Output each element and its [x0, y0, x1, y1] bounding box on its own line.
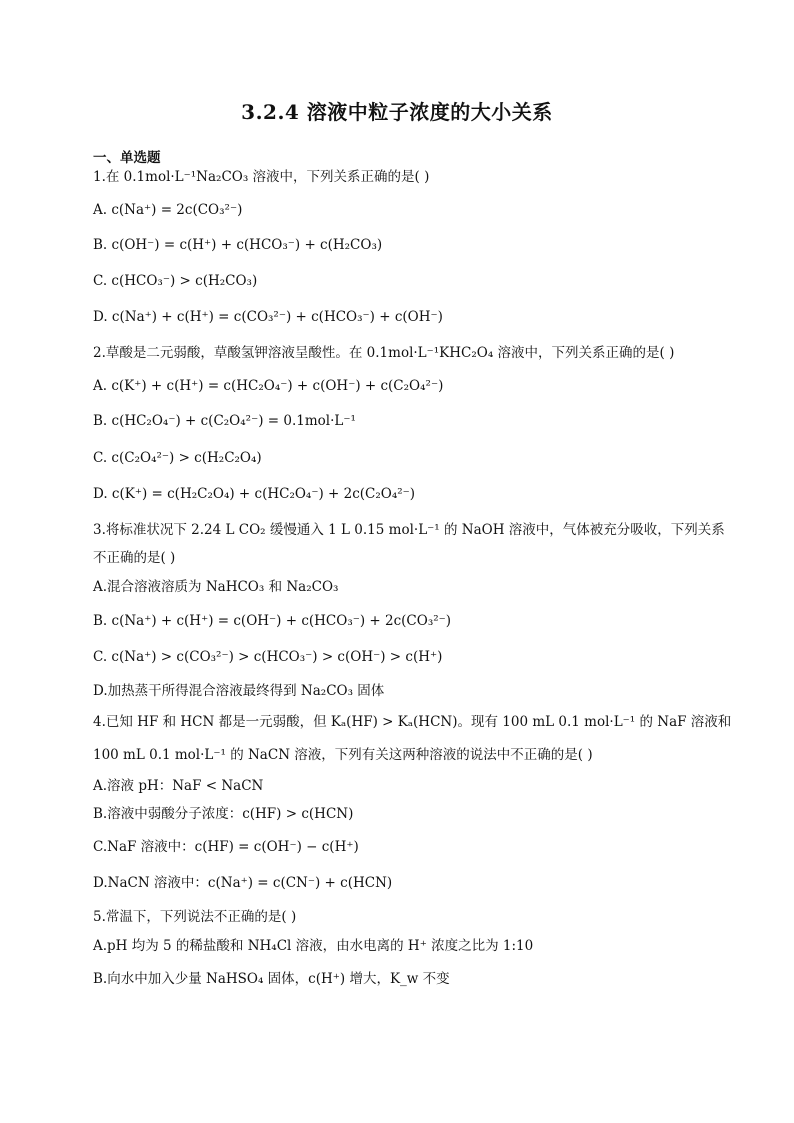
question-5-option-a: A.pH 均为 5 的稀盐酸和 NH₄Cl 溶液，由水电离的 H⁺ 浓度之比为 1:10 [93, 938, 534, 954]
question-4-option-d: D.NaCN 溶液中：c(Na⁺) = c(CN⁻) + c(HCN) [93, 875, 393, 891]
section-heading: 一、单选题 [93, 150, 161, 166]
question-1-option-d: D. c(Na⁺) + c(H⁺) = c(CO₃²⁻) + c(HCO₃⁻) + c(OH⁻) [93, 309, 443, 325]
question-2-option-a: A. c(K⁺) + c(H⁺) = c(HC₂O₄⁻) + c(OH⁻) + c(C₂O₄²⁻) [93, 378, 444, 394]
question-4-option-b: B.溶液中弱酸分子浓度：c(HF) > c(HCN) [93, 806, 354, 822]
question-3-option-b: B. c(Na⁺) + c(H⁺) = c(OH⁻) + c(HCO₃⁻) + 2c(CO₃²⁻) [93, 613, 452, 629]
question-2-option-c: C. c(C₂O₄²⁻) > c(H₂C₂O₄) [93, 450, 262, 466]
question-4-option-a: A.溶液 pH：NaF < NaCN [93, 778, 264, 794]
question-3-option-c: C. c(Na⁺) > c(CO₃²⁻) > c(HCO₃⁻) > c(OH⁻) > c(H⁺) [93, 649, 443, 665]
question-2-option-b: B. c(HC₂O₄⁻) + c(C₂O₄²⁻) = 0.1mol·L⁻¹ [93, 413, 356, 429]
question-3-stem-cont: 不正确的是( ) [93, 550, 176, 566]
document-title: 3.2.4 溶液中粒子浓度的大小关系 [241, 100, 553, 124]
question-3-option-a: A.混合溶液溶质为 NaHCO₃ 和 Na₂CO₃ [93, 579, 339, 595]
question-5-option-b: B.向水中加入少量 NaHSO₄ 固体，c(H⁺) 增大，K_w 不变 [93, 971, 450, 987]
question-4-option-c: C.NaF 溶液中：c(HF) = c(OH⁻) − c(H⁺) [93, 839, 359, 855]
question-4-stem: 4.已知 HF 和 HCN 都是一元弱酸，但 Kₐ(HF) > Kₐ(HCN)。现有 100 mL 0.1 mol·L⁻¹ 的 NaF 溶液和 [93, 714, 732, 730]
question-1-option-a: A. c(Na⁺) = 2c(CO₃²⁻) [93, 202, 243, 218]
question-3-stem: 3.将标准状况下 2.24 L CO₂ 缓慢通入 1 L 0.15 mol·L⁻¹ 的 NaOH 溶液中，气体被充分吸收，下列关系 [93, 522, 725, 538]
question-4-stem-cont: 100 mL 0.1 mol·L⁻¹ 的 NaCN 溶液，下列有关这两种溶液的说法中不正确的是( ) [93, 747, 593, 763]
question-2-stem: 2.草酸是二元弱酸，草酸氢钾溶液呈酸性。在 0.1mol·L⁻¹KHC₂O₄ 溶液中，下列关系正确的是( ) [93, 345, 675, 361]
question-3-option-d: D.加热蒸干所得混合溶液最终得到 Na₂CO₃ 固体 [93, 683, 385, 699]
question-5-stem: 5.常温下，下列说法不正确的是( ) [93, 909, 297, 925]
question-1-option-c: C. c(HCO₃⁻) > c(H₂CO₃) [93, 273, 258, 289]
question-1-option-b: B. c(OH⁻) = c(H⁺) + c(HCO₃⁻) + c(H₂CO₃) [93, 237, 383, 253]
question-2-option-d: D. c(K⁺) = c(H₂C₂O₄) + c(HC₂O₄⁻) + 2c(C₂O₄²⁻) [93, 486, 416, 502]
question-1-stem: 1.在 0.1mol·L⁻¹Na₂CO₃ 溶液中，下列关系正确的是( ) [93, 169, 430, 185]
